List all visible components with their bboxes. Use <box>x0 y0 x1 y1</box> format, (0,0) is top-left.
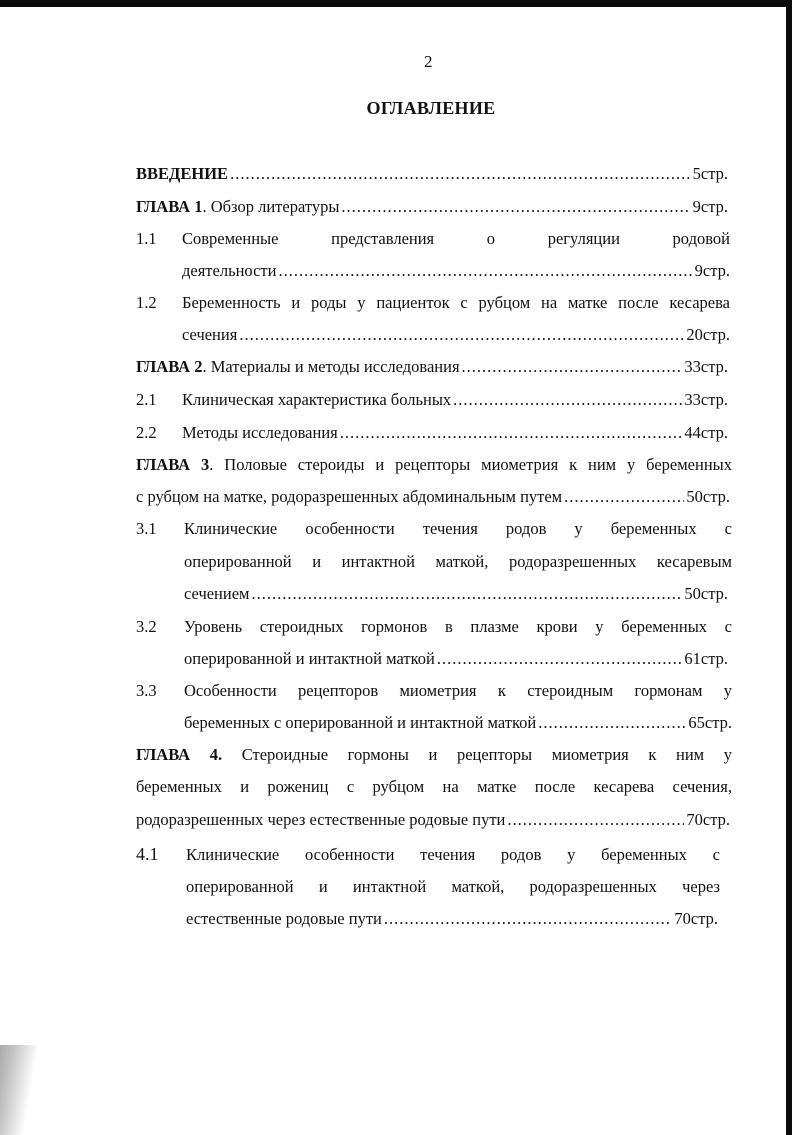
section-1-2-page: 20стр. <box>686 325 730 344</box>
chapter-3-line2: с рубцом на матке, родоразрешенных абдоминальным путем <box>136 487 563 506</box>
section-1-1-number: 1.1 <box>136 229 157 248</box>
section-4-1-page: 70стр. <box>674 909 718 928</box>
section-3-2-line1[interactable]: Уровень стероидных гормонов в плазме крови у беременных с <box>184 617 732 636</box>
dot-leader <box>437 649 683 669</box>
dot-leader <box>340 423 683 443</box>
dot-leader <box>239 325 684 345</box>
section-2-1-number: 2.1 <box>136 390 157 409</box>
chapter-3-line1[interactable] <box>136 455 732 475</box>
section-1-1-page: 9стр. <box>694 261 730 280</box>
chapter-2-label: ГЛАВА 2 <box>136 357 203 376</box>
intro-label: ВВЕДЕНИЕ <box>136 164 229 183</box>
section-3-3-line2: беременных с оперированной и интактной маткой <box>184 713 537 732</box>
section-2-1-page: 33стр. <box>684 390 728 409</box>
toc-entry-section-2-1[interactable] <box>182 390 728 410</box>
chapter-3-page: 50стр. <box>686 487 730 506</box>
section-3-2-line2: оперированной и интактной маткой <box>184 649 435 668</box>
chapter-3-label: ГЛАВА 3 <box>136 455 210 474</box>
dot-leader <box>341 197 690 217</box>
section-4-1-line3: естественные родовые пути <box>186 909 382 928</box>
section-2-2-title: Методы исследования <box>182 423 338 442</box>
dot-leader <box>384 909 673 929</box>
section-4-1-line1[interactable]: Клинические особенности течения родов у беременных с <box>186 845 720 864</box>
section-4-1-number: 4.1 <box>136 844 159 864</box>
dot-leader <box>538 713 686 733</box>
section-2-2-number: 2.2 <box>136 423 157 442</box>
chapter-4-title: Стероидные гормоны и рецепторы миометрия к ним у <box>241 745 732 764</box>
section-3-2-number: 3.2 <box>136 617 157 636</box>
chapter-2-title: . Материалы и методы исследования <box>202 357 460 376</box>
section-1-2-line1[interactable]: Беременность и роды у пациенток с рубцом на матке после кесарева <box>182 293 730 312</box>
toc-entry-section-1-1[interactable] <box>182 261 730 281</box>
dot-leader <box>251 584 682 604</box>
dot-leader <box>564 487 684 507</box>
section-1-2-number: 1.2 <box>136 293 157 312</box>
chapter-4-label: ГЛАВА 4. <box>136 745 223 764</box>
toc-entry-section-3-3[interactable] <box>184 713 732 733</box>
chapter-2-page: 33стр. <box>684 357 728 376</box>
section-2-1-title: Клиническая характеристика больных <box>182 390 452 409</box>
chapter-1-title: . Обзор литературы <box>202 197 340 216</box>
toc-title: ОГЛАВЛЕНИЕ <box>366 98 496 118</box>
section-3-1-number: 3.1 <box>136 519 157 538</box>
toc-entry-section-1-2[interactable] <box>182 325 730 345</box>
intro-page: 5стр. <box>692 164 728 183</box>
dot-leader <box>230 164 691 184</box>
chapter-1-label: ГЛАВА 1 <box>136 197 203 216</box>
dot-leader <box>507 810 684 830</box>
section-3-1-page: 50стр. <box>684 584 728 603</box>
toc-entry-chapter-2[interactable] <box>136 357 728 377</box>
toc-entry-section-3-2[interactable] <box>184 649 728 669</box>
section-3-1-line1[interactable]: Клинические особенности течения родов у беременных с <box>184 519 732 538</box>
section-3-1-line2[interactable]: оперированной и интактной маткой, родоразрешенных кесаревым <box>184 552 732 571</box>
section-3-1-line3: сечением <box>184 584 250 603</box>
toc-entry-chapter-3[interactable] <box>136 487 730 507</box>
chapter-1-page: 9стр. <box>692 197 728 216</box>
section-1-1-line1[interactable]: Современные представления о регуляции родовой <box>182 229 730 248</box>
chapter-4-page: 70стр. <box>686 810 730 829</box>
toc-entry-section-3-1[interactable] <box>184 584 728 604</box>
section-1-1-line2: деятельности <box>182 261 277 280</box>
section-3-2-page: 61стр. <box>684 649 728 668</box>
section-2-2-page: 44стр. <box>684 423 728 442</box>
section-4-1-line2[interactable]: оперированной и интактной маткой, родоразрешенных через <box>186 877 720 896</box>
toc-entry-chapter-4[interactable] <box>136 810 730 830</box>
chapter-4-line3: родоразрешенных через естественные родовые пути <box>136 810 506 829</box>
dot-leader <box>278 261 692 281</box>
toc-entry-intro[interactable] <box>136 164 728 184</box>
section-3-3-page: 65стр. <box>688 713 732 732</box>
section-3-3-number: 3.3 <box>136 681 157 700</box>
chapter-3-title: . Половые стероиды и рецепторы миометрия к ним у беременных <box>209 455 732 474</box>
toc-entry-chapter-1[interactable] <box>136 197 728 217</box>
dot-leader <box>462 357 683 377</box>
section-3-3-line1[interactable]: Особенности рецепторов миометрия к стероидным гормонам у <box>184 681 732 700</box>
page-number: 2 <box>424 52 433 71</box>
dot-leader <box>453 390 682 410</box>
chapter-4-line2[interactable]: беременных и рожениц с рубцом на матке после кесарева сечения, <box>136 777 732 796</box>
toc-entry-section-2-2[interactable] <box>182 423 728 443</box>
chapter-4-line1[interactable] <box>136 745 732 765</box>
section-1-2-line2: сечения <box>182 325 238 344</box>
toc-entry-section-4-1[interactable] <box>186 909 718 929</box>
